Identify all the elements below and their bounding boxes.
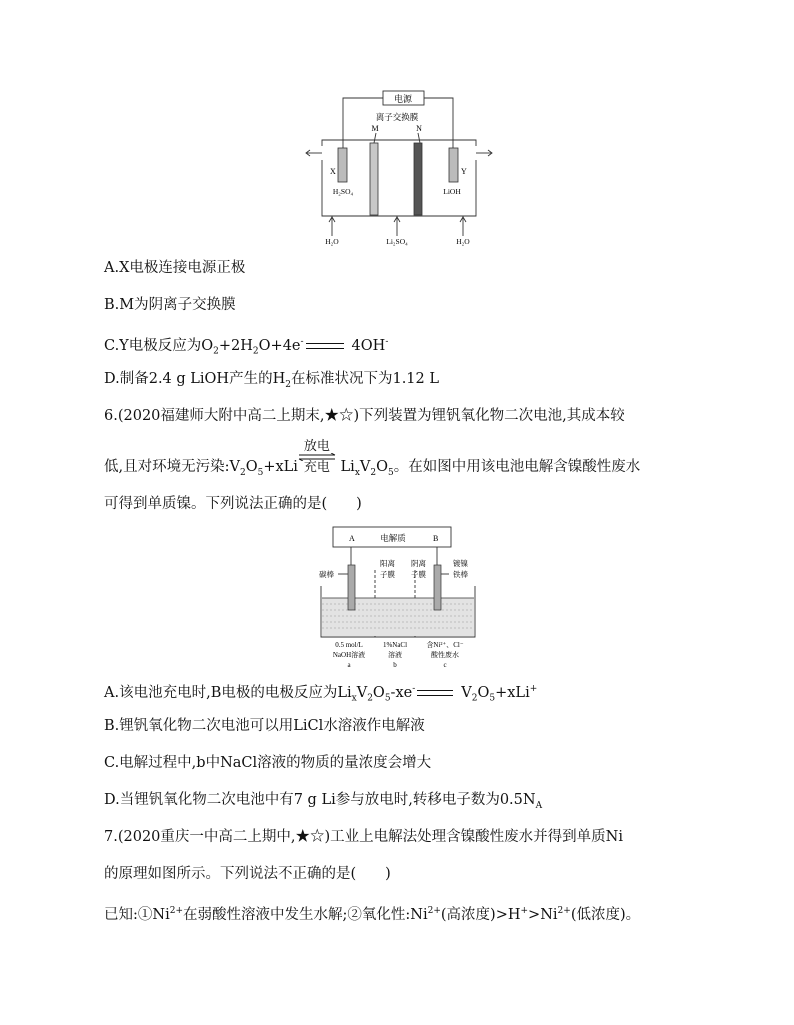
bottom-right-inlet: H₂O bbox=[456, 237, 470, 246]
anion-membrane-label-1: 阴离 bbox=[411, 559, 426, 568]
reversible-arrow bbox=[298, 439, 336, 478]
q6-option-d: D.当锂钒氧化物二次电池中有7 g Li参与放电时,转移电子数为$0.5N_A$ bbox=[104, 792, 543, 811]
m-label: M bbox=[371, 124, 379, 133]
discharge-label: 放电 bbox=[303, 439, 330, 454]
anion-membrane-label-2: 子膜 bbox=[411, 570, 426, 579]
nickel-rod-label-2: 铁棒 bbox=[453, 570, 468, 579]
figure-1-electrolysis-cell bbox=[300, 86, 500, 248]
y-label: Y bbox=[461, 167, 467, 176]
solution-b-line-3: b bbox=[393, 661, 397, 669]
q5-option-d: D.制备2.4 g LiOH产生的$H_2$在标准状况下为1.12 L bbox=[104, 371, 439, 390]
q6-stem-line-3: 可得到单质镍。下列说法正确的是( ) bbox=[104, 496, 362, 512]
n-label: N bbox=[416, 124, 422, 133]
q6-option-a: A.该电池充电时,B电极的电极反应为$Li_xV_2O_5-xe^-$ $V_2O_5+xLi^+$ bbox=[104, 684, 538, 704]
nickel-rod-label-1: 镀镍 bbox=[453, 559, 468, 568]
q6-stem-line-2: 低,且对环境无污染$:V_2O_5+xLi$ 放电 充电 $Li_xV_2O_5$。在如图中用该电池电解含镍酸性废水 bbox=[104, 439, 641, 478]
solution-b-line-1: 1%NaCl bbox=[382, 641, 408, 649]
electrolyte-liquid bbox=[322, 598, 474, 636]
solution-c-line-1: 含Ni²⁺、Cl⁻ bbox=[426, 641, 464, 649]
bottom-left-inlet: H₂O bbox=[325, 237, 339, 246]
right-solution: LiOH bbox=[443, 187, 461, 196]
charge-label: 充电 bbox=[303, 460, 330, 475]
solution-c-line-3: c bbox=[443, 661, 447, 669]
solution-c-line-2: 酸性废水 bbox=[431, 651, 459, 659]
electrode-y bbox=[449, 148, 458, 182]
cation-membrane-label-1: 阳离 bbox=[380, 559, 395, 568]
carbon-rod bbox=[348, 565, 355, 610]
q6-option-c: C.电解过程中,b中NaCl溶液的物质的量浓度会增大 bbox=[104, 755, 432, 771]
q6-stem-line-1: 6.(2020福建师大附中高二上期末,★☆)下列装置为锂钒氧化物二次电池,其成本较 bbox=[104, 408, 625, 424]
q5-option-a: A.X电极连接电源正极 bbox=[104, 260, 246, 276]
q5-option-c: C.Y电极反应为$O_2+2H_2O+4e^-$ 4OH- bbox=[104, 337, 389, 357]
membrane-n bbox=[414, 143, 422, 215]
solution-a-line-3: a bbox=[347, 661, 351, 669]
carbon-rod-label: 碳棒 bbox=[319, 570, 334, 579]
double-arrow-icon bbox=[298, 453, 336, 461]
power-label: 电源 bbox=[393, 94, 413, 104]
electrolyte-label: 电解质 bbox=[380, 533, 406, 543]
reaction-equals-sign bbox=[306, 343, 344, 349]
cation-membrane-label-2: 子膜 bbox=[380, 570, 395, 579]
bottom-mid-inlet: Li₂SO₄ bbox=[386, 237, 408, 246]
q5-option-b: B.M为阴离子交换膜 bbox=[104, 297, 236, 313]
q7-stem-line-1: 7.(2020重庆一中高二上期中,★☆)工业上电解法处理含镍酸性废水并得到单质Ni bbox=[104, 829, 623, 845]
q6-option-b: B.锂钒氧化物二次电池可以用LiCl水溶液作电解液 bbox=[104, 718, 425, 734]
reaction-equals-sign bbox=[417, 690, 453, 696]
a-label: A bbox=[349, 534, 355, 543]
b-label: B bbox=[433, 534, 439, 543]
solution-b-line-2: 溶液 bbox=[388, 651, 402, 659]
solution-a-line-2: NaOH溶液 bbox=[332, 651, 366, 659]
q7-stem-line-2: 的原理如图所示。下列说法不正确的是( ) bbox=[104, 866, 391, 882]
left-solution: H₂SO₄ bbox=[332, 187, 354, 196]
q7-known-conditions: 已知$:①Ni^{2+}$在弱酸性溶液中发生水解;②氧化性$:Ni^{2+}$(高浓度)$>H^+>Ni^{2+}$(低浓度)。 bbox=[104, 906, 641, 923]
membrane-m bbox=[370, 143, 378, 215]
solution-a-line-1: 0.5 mol/L bbox=[335, 641, 363, 649]
membrane-label: 离子交换膜 bbox=[375, 112, 419, 122]
nickel-plated-iron-rod bbox=[434, 565, 441, 610]
electrode-x bbox=[338, 148, 347, 182]
figure-2-nickel-electrolysis bbox=[315, 520, 483, 672]
x-label: X bbox=[330, 167, 336, 176]
